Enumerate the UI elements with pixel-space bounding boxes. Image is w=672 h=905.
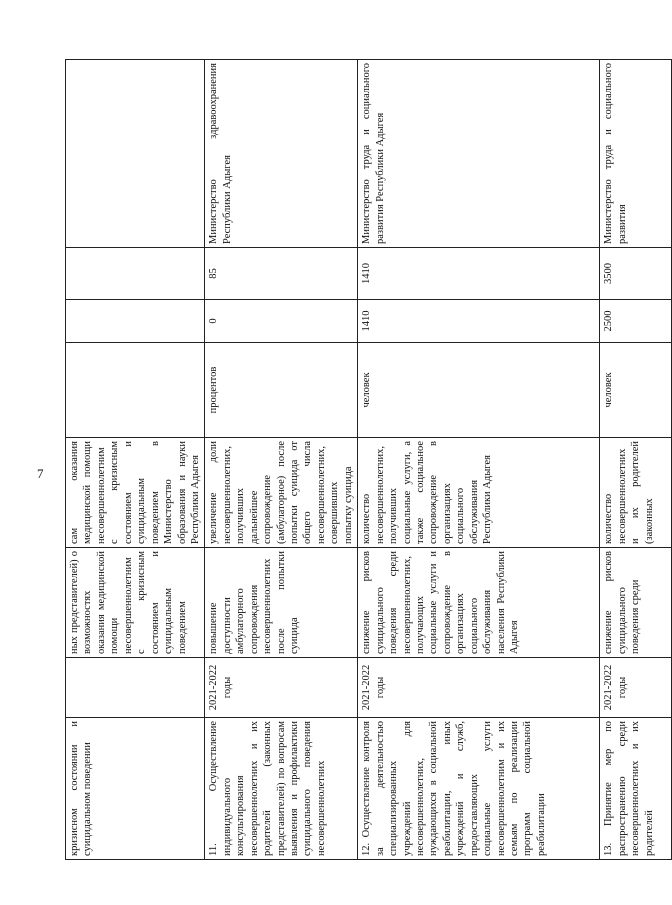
value-2022-cell: 1410 xyxy=(358,248,600,300)
value-2021-cell: 2500 xyxy=(600,300,672,343)
table-row xyxy=(66,60,205,860)
table-row xyxy=(205,60,358,860)
value-2022-cell: 85 xyxy=(205,248,358,300)
measure-cell: кризисном состоянии и суицидальном поведении xyxy=(66,718,205,860)
expected-result-cell: ных представителей) о возможностях оказания медицинской помощи несовершеннолетним с кризисным состоянием и суицидальным поведением xyxy=(66,548,205,658)
measure-cell: 12. Осуществление контроля за деятельностью специализированных учреждений для несовершеннолетних, нуждающихся в социальной реабилитации, иных учреждений и служб, предоставляющих социальные услуги несовершеннолетним и их семьям по реализации программ социальной реабилитации xyxy=(358,718,600,860)
expected-result-cell: снижение рисков суицидального поведения среди несовершеннолетних, получающих социальные услуги и сопровождение в организациях социального обслуживания населения Республики Адыгея xyxy=(358,548,600,658)
value-2021-cell: 1410 xyxy=(358,300,600,343)
executor-cell: Министерство труда и социального развития Республики Адыгея xyxy=(358,60,600,248)
measures-table xyxy=(65,59,672,860)
rotated-table-container xyxy=(65,60,655,860)
executor-cell xyxy=(66,60,205,248)
measure-cell: 13. Принятие мер по распространению среди несовершеннолетних и их родителей xyxy=(600,718,672,860)
value-2022-cell: 3500 xyxy=(600,248,672,300)
period-cell: 2021-2022 годы xyxy=(205,658,358,718)
unit-cell: человек xyxy=(358,343,600,438)
unit-cell: человек xyxy=(600,343,672,438)
indicator-cell: количество несовершеннолетних и их родителей (законных xyxy=(600,438,672,548)
table-row xyxy=(358,60,600,860)
period-cell: 2021-2022 годы xyxy=(600,658,672,718)
value-2021-cell: 0 xyxy=(205,300,358,343)
page-number: 7 xyxy=(37,466,44,481)
expected-result-cell: повышение доступности амбулаторного сопровождения несовершеннолетних после попытки суицида xyxy=(205,548,358,658)
executor-cell: Министерство труда и социального развития xyxy=(600,60,672,248)
value-2021-cell xyxy=(66,300,205,343)
expected-result-cell: снижение рисков суицидального поведения среди xyxy=(600,548,672,658)
measure-cell: 11. Осуществление индивидуального консультирования несовершеннолетних и их родителей (законных представителей) по вопросам выявления и профилактики суицидального поведения несовершеннолетних xyxy=(205,718,358,860)
unit-cell: процентов xyxy=(205,343,358,438)
period-cell xyxy=(66,658,205,718)
table-row xyxy=(600,60,672,860)
executor-cell: Министерство здравоохранения Республики Адыгея xyxy=(205,60,358,248)
indicator-cell: увеличение доли несовершеннолетних, получивших дальнейшее сопровождение (амбулаторное) после попытки суицида от общего числа несовершеннолетних, совершивших попытку суицида xyxy=(205,438,358,548)
unit-cell xyxy=(66,343,205,438)
indicator-cell: количество несовершеннолетних, получивших социальные услуги, а также социальное сопровождение в организациях социального обслуживания Республики Адыгея xyxy=(358,438,600,548)
period-cell: 2021-2022 годы xyxy=(358,658,600,718)
indicator-cell: сам оказания медицинской помощи несовершеннолетним с кризисным состоянием и суицидальным поведением в Министерство образования и науки Республики Адыгея xyxy=(66,438,205,548)
value-2022-cell xyxy=(66,248,205,300)
